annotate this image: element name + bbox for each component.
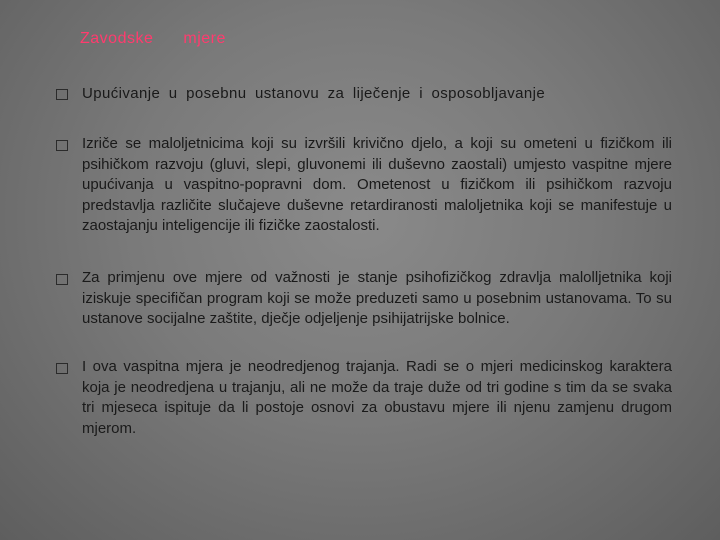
bullet-text: Izriče se maloljetnicima koji su izvršili krivično djelo, a koji su ometeni u fizičkom ili psihičkom razvoju (gluvi, slepi, gluvonemi ili duševno zaostali) umjesto vaspitne mjere upućivanja u vaspitno-popravni dom. Ometenost u fizičkom ili psihičkom razvoju predstavlja različite slučajeve duševne retardiranosti maloljetnika koji se manifestuje u zaostajanju inteligencije ili fizičke zaostalosti. — [82, 135, 672, 235]
title-word-2: mjere — [183, 30, 226, 47]
bullet-box-icon — [56, 89, 68, 100]
bullet-text: Upućivanje u posebnu ustanovu za liječenje i osposobljavanje — [82, 85, 546, 102]
bullet-box-icon — [56, 140, 68, 151]
slide-title — [80, 30, 226, 48]
bullet-box-icon — [56, 274, 68, 285]
bullet-box-icon — [56, 363, 68, 374]
title-word-1: Zavodske — [80, 30, 154, 47]
bullet-text: I ova vaspitna mjera je neodredjenog trajanja. Radi se o mjeri medicinskog karaktera koja je neodredjena u trajanju, ali ne može da traje duže od tri godine s tim da se svaka tri mjeseca ispituje da li postoje osnovi za obustavu mjere ili njenu zamjenu drugom mjerom. — [82, 358, 672, 437]
bullet-text: Za primjenu ove mjere od važnosti je stanje psihofizičkog zdravlja malolljetnika koji iziskuje specifičan program koji se može preduzeti samo u posebnim ustanovama. To su ustanove socijalne zaštite, dječje odjeljenje psihijatrijske bolnice. — [82, 269, 672, 328]
